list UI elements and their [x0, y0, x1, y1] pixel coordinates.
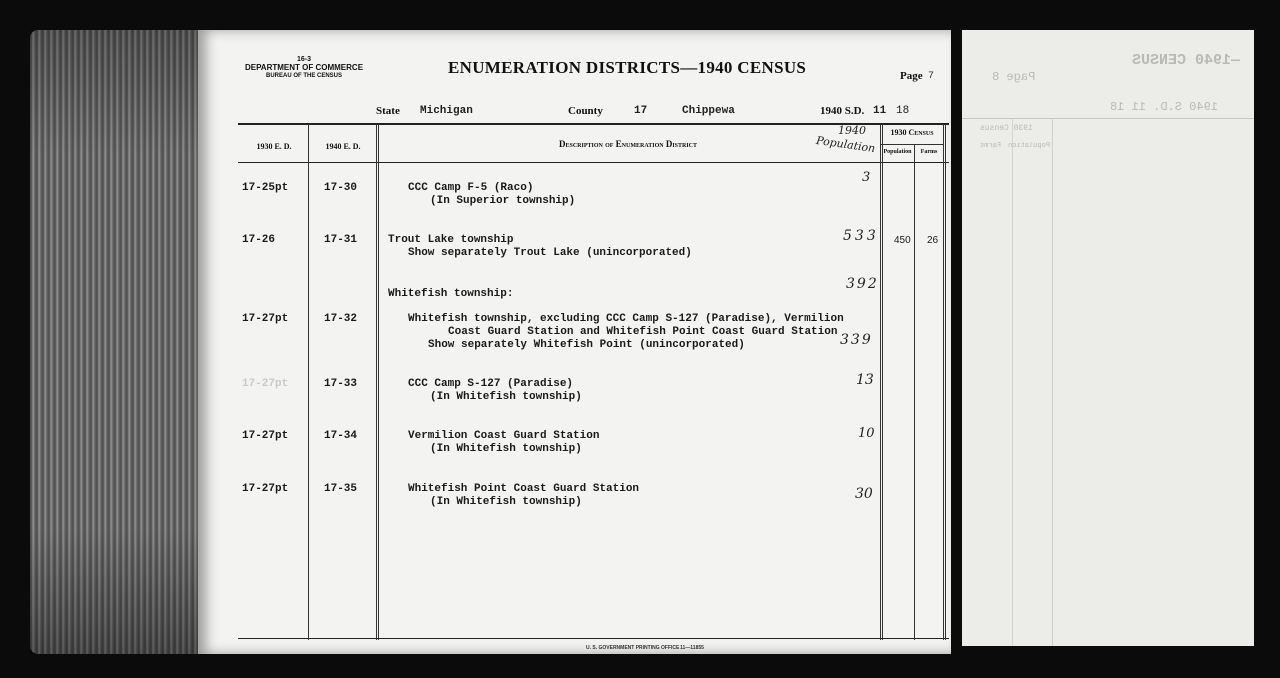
- census-ledger-page: [198, 30, 951, 654]
- bureau-name: BUREAU OF THE CENSUS: [265, 73, 342, 79]
- row-population-1940: 3: [862, 170, 871, 185]
- row-population-1940: 533: [843, 228, 879, 244]
- col-divider: [308, 124, 309, 640]
- row-description: Show separately Trout Lake (unincorporated): [408, 247, 692, 259]
- col-divider: [914, 144, 915, 640]
- row-farms-1930: 26: [927, 235, 939, 246]
- department-header: [234, 56, 374, 80]
- row-description: (In Whitefish township): [430, 391, 582, 403]
- book-page-stack: [30, 30, 205, 654]
- department-name: DEPARTMENT OF COMMERCE: [244, 63, 364, 72]
- sd-value-2: 18: [896, 105, 910, 117]
- col-header-1930-population: Population: [883, 149, 912, 155]
- ghost-sd: 1940 S.D. 11 18: [1110, 100, 1219, 114]
- row-ed1930: 17-26: [242, 234, 276, 246]
- handwritten-population: Population: [815, 133, 877, 156]
- row-ed1940: 17-33: [324, 378, 358, 390]
- row-population-1940: 339: [840, 332, 873, 348]
- col-divider: [943, 124, 946, 640]
- page-label: Page: [900, 70, 923, 82]
- row-population-1940: 30: [855, 486, 873, 502]
- row-description: Whitefish township:: [388, 288, 514, 300]
- row-ed1930: 17-27pt: [242, 313, 289, 325]
- col-divider: [376, 124, 379, 640]
- ghost-farms: Farms: [980, 142, 1002, 150]
- state-label: State: [376, 105, 400, 117]
- row-description: CCC Camp S-127 (Paradise): [408, 378, 574, 390]
- col-header-description: Description of Enumeration District: [559, 139, 697, 149]
- sd-label: 1940 S.D.: [820, 105, 865, 117]
- row-description: (In Whitefish township): [430, 443, 582, 455]
- facing-page: [962, 30, 1254, 646]
- footer-rule: [238, 638, 949, 639]
- header-rule-bottom: [238, 162, 949, 163]
- row-ed1940: 17-30: [324, 182, 358, 194]
- row-ed1930: 17-25pt: [242, 182, 289, 194]
- row-population-1940: 13: [856, 372, 874, 388]
- row-population-1940: 10: [858, 426, 875, 441]
- county-value: Chippewa: [682, 105, 735, 117]
- row-ed1940: 17-32: [324, 313, 358, 325]
- census-subheader-rule: [880, 144, 944, 145]
- county-number: 17: [634, 105, 648, 117]
- row-ed1940: 17-31: [324, 234, 358, 246]
- col-header-1940-ed: 1940 E. D.: [325, 142, 361, 151]
- page-title: ENUMERATION DISTRICTS—1940 CENSUS: [448, 58, 807, 77]
- col-header-1930-farms: Farms: [920, 149, 938, 155]
- ghost-population: Population: [1008, 142, 1051, 150]
- ghost-page: Page 8: [992, 70, 1036, 84]
- row-ed1930: 17-27pt: [242, 430, 289, 442]
- ghost-divider: [1052, 118, 1053, 646]
- col-header-1930-census: 1930 Census: [890, 128, 934, 137]
- row-description: (In Whitefish township): [430, 496, 582, 508]
- row-ed1930: 17-27pt: [242, 483, 289, 495]
- row-description: Whitefish Point Coast Guard Station: [408, 483, 640, 495]
- row-ed1940: 17-35: [324, 483, 358, 495]
- row-population-1930: 450: [894, 235, 911, 246]
- ghost-rule: [962, 118, 1254, 119]
- page-number: 7: [928, 71, 935, 82]
- ghost-census: 1930 Census: [980, 124, 1033, 133]
- row-description: Trout Lake township: [388, 234, 514, 246]
- row-ed1940: 17-34: [324, 430, 358, 442]
- ghost-title: —1940 CENSUS: [1132, 52, 1241, 69]
- printer-code: 11—11855: [680, 645, 704, 651]
- row-description: Whitefish township, excluding CCC Camp S-127 (Paradise), Vermilion: [408, 313, 844, 325]
- state-value: Michigan: [420, 105, 473, 117]
- row-description: CCC Camp F-5 (Raco): [408, 182, 534, 194]
- row-description: Show separately Whitefish Point (unincorporated): [428, 339, 745, 351]
- sd-value: 11: [873, 105, 887, 117]
- row-description: (In Superior township): [430, 195, 576, 207]
- county-label: County: [568, 105, 603, 117]
- row-ed1930: 17-27pt: [242, 378, 289, 390]
- col-header-1930-ed: 1930 E. D.: [256, 142, 292, 151]
- ghost-divider: [1012, 118, 1013, 646]
- row-population-1940: 392: [846, 276, 879, 292]
- row-description: Coast Guard Station and Whitefish Point Coast Guard Station: [448, 326, 838, 338]
- row-description: Vermilion Coast Guard Station: [408, 430, 600, 442]
- handwritten-1940: 1940: [838, 124, 866, 137]
- form-code: 16-3: [296, 56, 311, 63]
- col-divider: [880, 124, 883, 640]
- printer-line: U. S. GOVERNMENT PRINTING OFFICE: [586, 645, 680, 651]
